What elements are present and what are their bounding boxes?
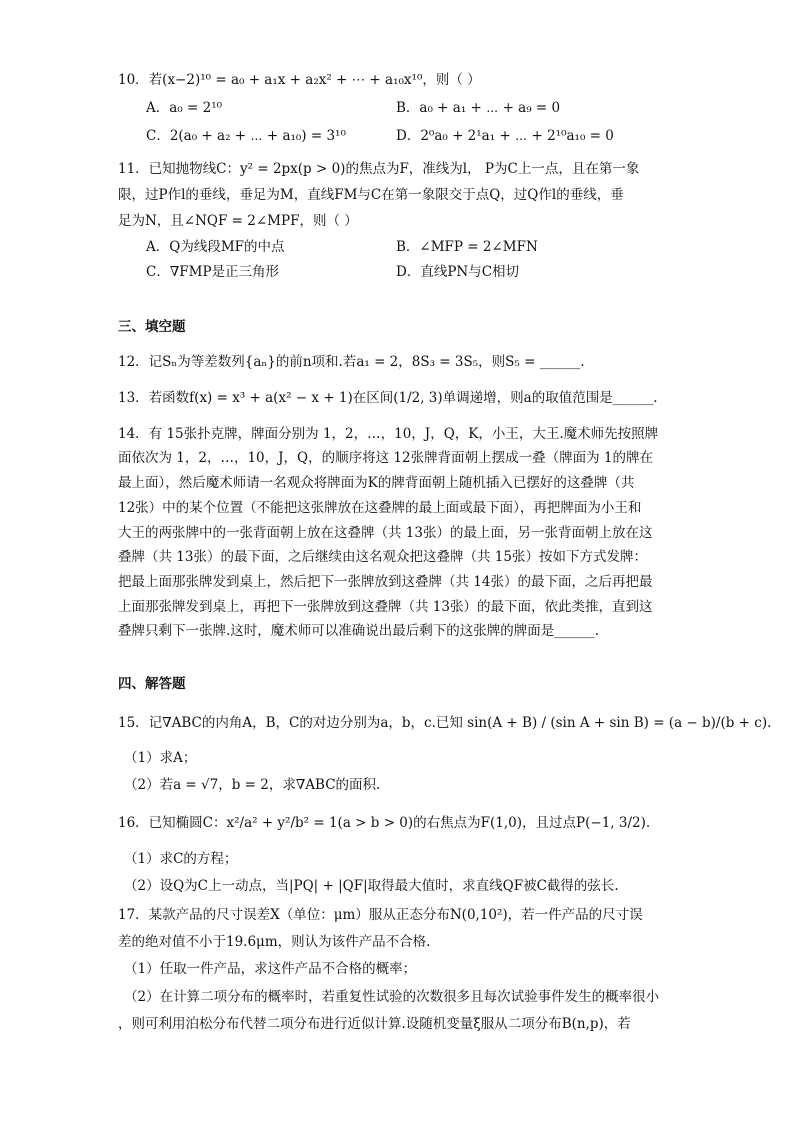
question-17-line: 差的绝对值不小于19.6μm，则认为该件产品不合格. xyxy=(118,934,431,950)
question-14-line: 把最上面那张牌发到桌上，然后把下一张牌放到这叠牌（共 14张）的最下面，之后再把最 xyxy=(118,574,653,590)
question-10-option-d: D．2⁰a₀ + 2¹a₁ + ⋯ + 2¹⁰a₁₀ = 0 xyxy=(396,128,614,144)
question-17-part-2: （2）在计算二项分布的概率时，若重复性试验的次数很多且每次试验事件发生的概率很小 xyxy=(124,989,660,1005)
question-10-option-a: A．a₀ = 2¹⁰ xyxy=(146,100,223,116)
question-16-stem: 16．已知椭圆C：x²/a² + y²/b² = 1(a > b > 0)的右焦点为F(1,0)，且过点P(−1, 3/2). xyxy=(118,815,651,831)
question-16-part-2: （2）设Q为C上一动点，当|PQ| + |QF|取得最大值时，求直线QF被C截得的弦长. xyxy=(124,878,619,894)
question-15-stem: 15．记∇ABC的内角A，B，C的对边分别为a，b，c.已知 sin(A + B) / (sin A + sin B) = (a − b)/(b + c). xyxy=(118,715,772,731)
question-14-line: 面依次为 1，2，…，10，J，Q，的顺序将这 12张牌背面朝上摆成一叠（牌面为 1的牌在 xyxy=(118,450,653,466)
question-13: 13．若函数f(x) = x³ + a(x² − x + 1)在区间(1/2, 3)单调递增，则a的取值范围是______. xyxy=(118,390,658,406)
question-14-line: 叠牌（共 13张）的最下面，之后继续由这名观众把这叠牌（共 15张）按如下方式发牌： xyxy=(118,549,647,565)
question-11-line: 足为N，且∠NQF = 2∠MPF，则（ ） xyxy=(118,213,358,229)
question-14-line: 大王的两张牌中的一张背面朝上放在这叠牌（共 13张）的最上面，另一张背面朝上放在这 xyxy=(118,525,653,541)
question-17-part-1: （1）任取一件产品，求这件产品不合格的概率； xyxy=(124,961,417,977)
section-heading-fill-in: 三、填空题 xyxy=(118,319,186,335)
question-11-option-b: B．∠MFP = 2∠MFN xyxy=(396,239,538,255)
question-14-line: 最上面），然后魔术师请一名观众将牌面为K的牌背面朝上随机插入已摆好的这叠牌（共 xyxy=(118,475,635,491)
question-17-part-2-continued: ，则可利用泊松分布代替二项分布进行近似计算.设随机变量ξ服从二项分布B(n,p)，若 xyxy=(118,1016,631,1032)
question-14-line: 上面那张牌发到桌上，再把下一张牌放到这叠牌（共 13张）的最下面，依此类推，直到这 xyxy=(118,599,653,615)
question-17-line: 17．某款产品的尺寸误差X（单位：μm）服从正态分布N(0,10²)，若一件产品的尺寸误 xyxy=(118,907,643,923)
question-10-option-b: B．a₀ + a₁ + ⋯ + a₉ = 0 xyxy=(396,100,561,116)
question-15-part-1: （1）求A； xyxy=(124,750,197,766)
question-11-option-a: A．Q为线段MF的中点 xyxy=(146,239,285,255)
question-10-stem: 10．若(x−2)¹⁰ = a₀ + a₁x + a₂x² + ⋯ + a₁₀x¹⁰，则（ ） xyxy=(118,72,481,88)
question-15-part-2: （2）若a = √7，b = 2，求∇ABC的面积. xyxy=(124,777,381,793)
question-12: 12．记Sₙ为等差数列{aₙ}的前n项和.若a₁ = 2，8S₃ = 3S₅，则S₅ = ______. xyxy=(118,354,585,370)
question-14-line: 12张）中的某个位置（不能把这张牌放在这叠牌的最上面或最下面），再把牌面为小王和 xyxy=(118,500,642,516)
question-11-line: 限，过P作l的垂线，垂足为M，直线FM与C在第一象限交于点Q，过Q作l的垂线，垂 xyxy=(118,187,624,203)
question-14-line: 叠牌只剩下一张牌.这时，魔术师可以准确说出最后剩下的这张牌的牌面是______. xyxy=(118,623,600,639)
question-16-part-1: （1）求C的方程； xyxy=(124,851,238,867)
question-10-option-c: C．2(a₀ + a₂ + ⋯ + a₁₀) = 3¹⁰ xyxy=(146,128,346,144)
section-heading-solutions: 四、解答题 xyxy=(118,676,186,692)
question-11-option-c: C．∇FMP是正三角形 xyxy=(146,264,280,280)
question-11-option-d: D．直线PN与C相切 xyxy=(396,264,520,280)
question-11-line: 11．已知抛物线C：y² = 2px(p > 0)的焦点为F，准线为l， P为C上一点，且在第一象 xyxy=(118,161,640,177)
question-14-line: 14．有 15张扑克牌，牌面分别为 1，2，…，10，J，Q，K，小王，大王.魔术师先按照牌 xyxy=(118,426,659,442)
